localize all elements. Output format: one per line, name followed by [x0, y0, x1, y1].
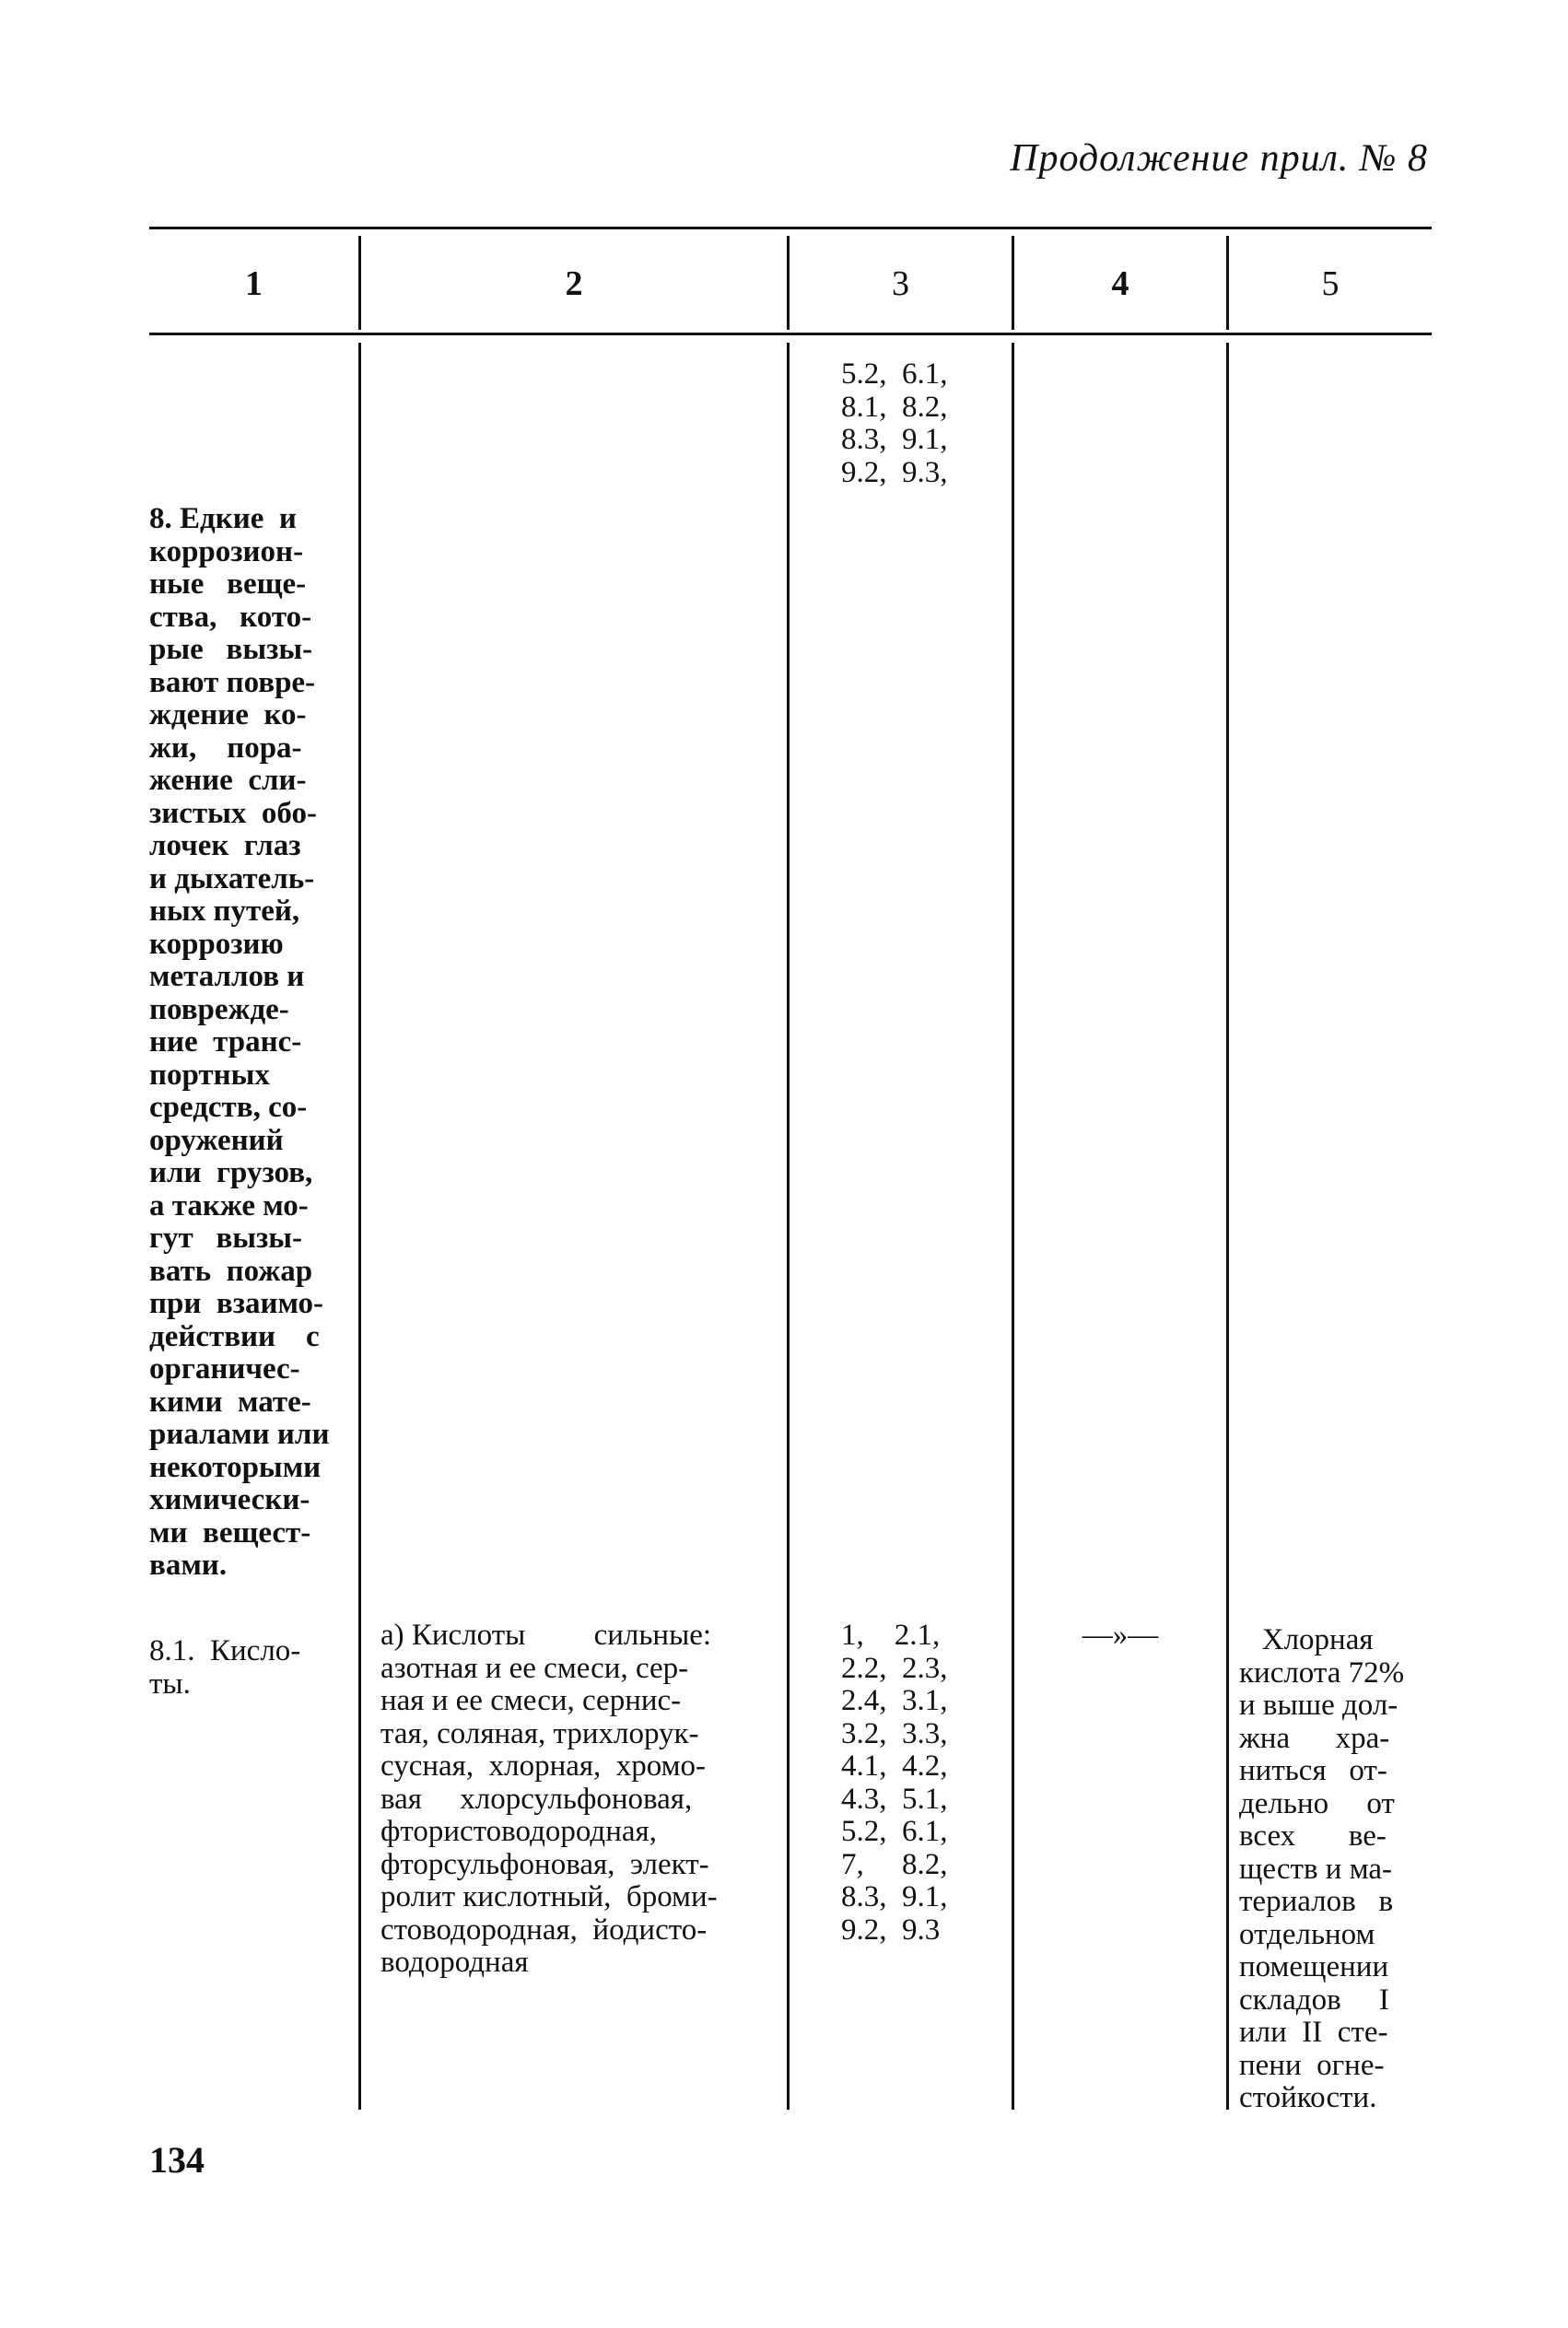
- row-8-1-substances: а) Кислоты сильные: азотная и ее смеси, сер- ная и ее смеси, сернис- тая, соляная, трихлорук- сусная, хлорная, хромо- вая хлорсульфоновая, фтористоводородная, фторсульфоновая, элект- ролит кислотный, броми- стоводородная, йодисто- водородная: [380, 1619, 718, 1979]
- row-8-1-name: 8.1. Кисло- ты.: [149, 1634, 301, 1701]
- column-number-1: 1: [245, 264, 263, 303]
- row-8-1-compatible-classes: 1, 2.1, 2.2, 2.3, 2.4, 3.1, 3.2, 3.3, 4.1, 4.2, 4.3, 5.1, 5.2, 6.1, 7, 8.2, 8.3, 9.1, 9.2, 9.3: [841, 1619, 948, 1947]
- table-top-rule: [149, 227, 1432, 229]
- continued-class-list: 5.2, 6.1, 8.1, 8.2, 8.3, 9.1, 9.2, 9.3,: [841, 357, 948, 489]
- column-number-3: 3: [892, 264, 909, 303]
- row-8-1-ditto-mark: —»—: [1082, 1619, 1159, 1652]
- body-divider-2: [787, 343, 790, 2110]
- continuation-header: Продолжение прил. № 8: [1010, 137, 1428, 180]
- column-number-2: 2: [565, 264, 583, 303]
- body-divider-1: [358, 343, 361, 2110]
- body-divider-3: [1012, 343, 1014, 2110]
- section-8-description: 8. Едкие и коррозион- ные веще- ства, кото- рые вызы- вают повре- ждение ко- жи, пора- жение сли- зистых обо- лочек глаз и дыхатель- ных путей, коррозию металлов и поврежде- ние транс- портных средств, со- оружений или грузов, а также мо- гут вызы- вать пожар при взаимо- действии с органичес- кими мате- риалами или некоторыми химически- ми вещест- вами.: [149, 502, 330, 1582]
- page-number: 134: [149, 2139, 205, 2181]
- body-divider-4: [1226, 343, 1229, 2110]
- row-8-1-note: Хлорная кислота 72% и выше дол- жна хра- ниться от- дельно от всех ве- ществ и ма- териалов в отдельном помещении складов I или II сте- пени огне- стойкости.: [1239, 1623, 1405, 2114]
- column-number-4: 4: [1111, 264, 1129, 303]
- table-header-rule: [149, 333, 1432, 335]
- column-number-5: 5: [1321, 264, 1340, 303]
